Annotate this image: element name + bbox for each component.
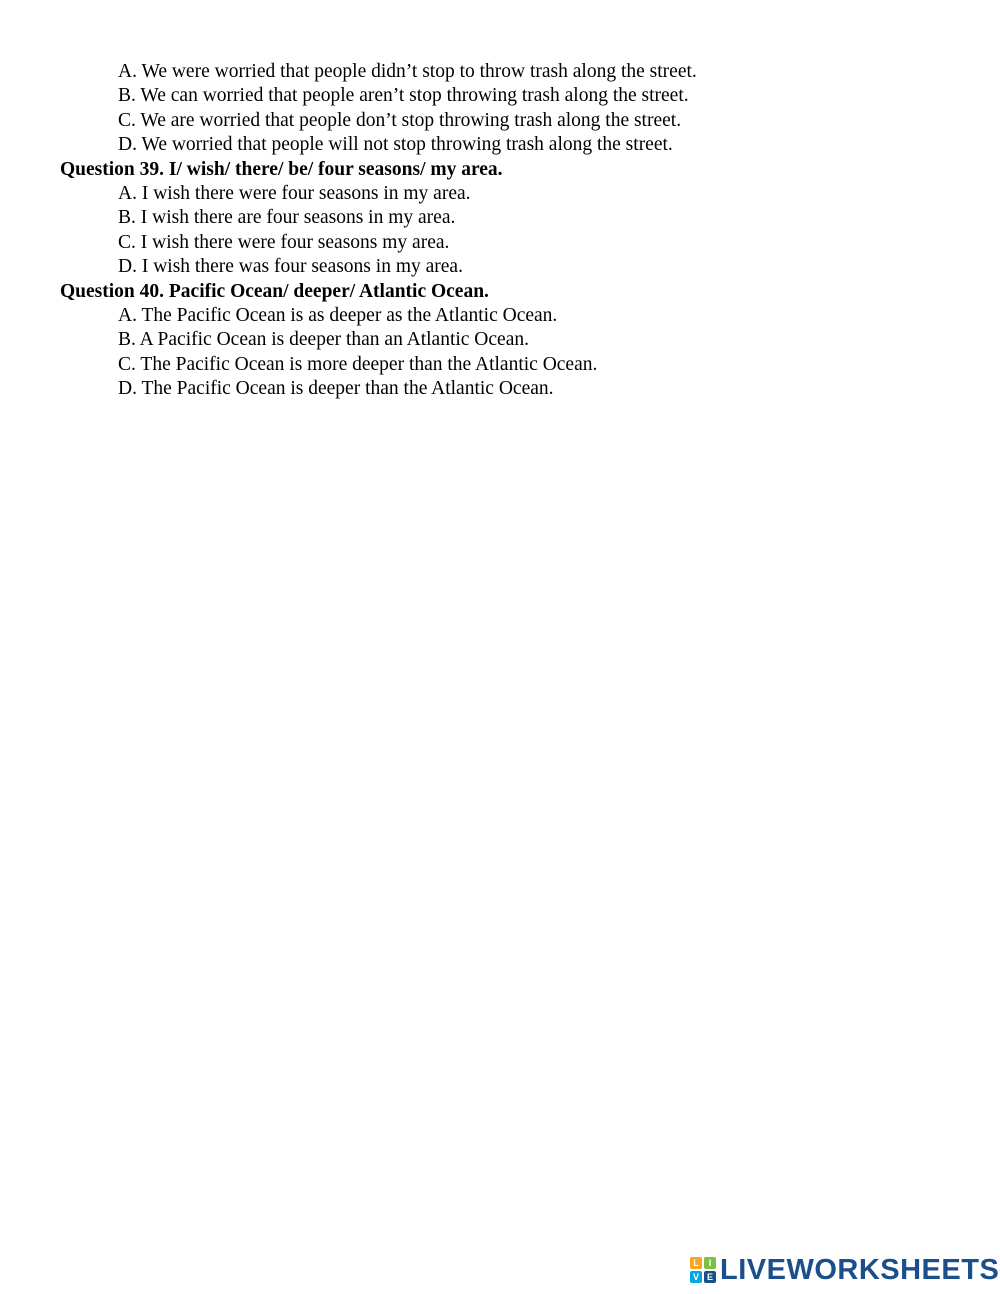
option-q38-b: B. We can worried that people aren’t stop throwing trash along the street. xyxy=(118,85,689,107)
option-q40-d: D. The Pacific Ocean is deeper than the Atlantic Ocean. xyxy=(118,378,554,400)
question-39-prompt: Question 39. I/ wish/ there/ be/ four seasons/ my area. xyxy=(60,158,503,180)
logo-icon-tile-i: I xyxy=(704,1257,716,1269)
question-40-prompt: Question 40. Pacific Ocean/ deeper/ Atlantic Ocean. xyxy=(60,280,489,302)
question-list xyxy=(60,60,960,401)
option-q39-d: D. I wish there was four seasons in my area. xyxy=(118,256,463,278)
logo-icon-tile-l: L xyxy=(690,1257,702,1269)
option-q40-c: C. The Pacific Ocean is more deeper than the Atlantic Ocean. xyxy=(118,353,598,375)
liveworksheets-logo xyxy=(690,1253,999,1287)
option-q39-b: B. I wish there are four seasons in my area. xyxy=(118,207,456,229)
option-q39-c: C. I wish there were four seasons my area. xyxy=(118,231,450,253)
option-q40-b: B. A Pacific Ocean is deeper than an Atlantic Ocean. xyxy=(118,329,529,351)
liveworksheets-logo-icon xyxy=(690,1257,716,1283)
option-q38-c: C. We are worried that people don’t stop throwing trash along the street. xyxy=(118,109,682,131)
option-q39-a: A. I wish there were four seasons in my area. xyxy=(118,182,471,204)
logo-icon-tile-e: E xyxy=(704,1271,716,1283)
logo-icon-tile-v: V xyxy=(690,1271,702,1283)
liveworksheets-logo-text: LIVEWORKSHEETS xyxy=(720,1254,1000,1286)
option-q38-d: D. We worried that people will not stop throwing trash along the street. xyxy=(118,134,673,156)
option-q38-a: A. We were worried that people didn’t stop to throw trash along the street. xyxy=(118,61,697,82)
option-q40-a: A. The Pacific Ocean is as deeper as the Atlantic Ocean. xyxy=(118,304,558,326)
